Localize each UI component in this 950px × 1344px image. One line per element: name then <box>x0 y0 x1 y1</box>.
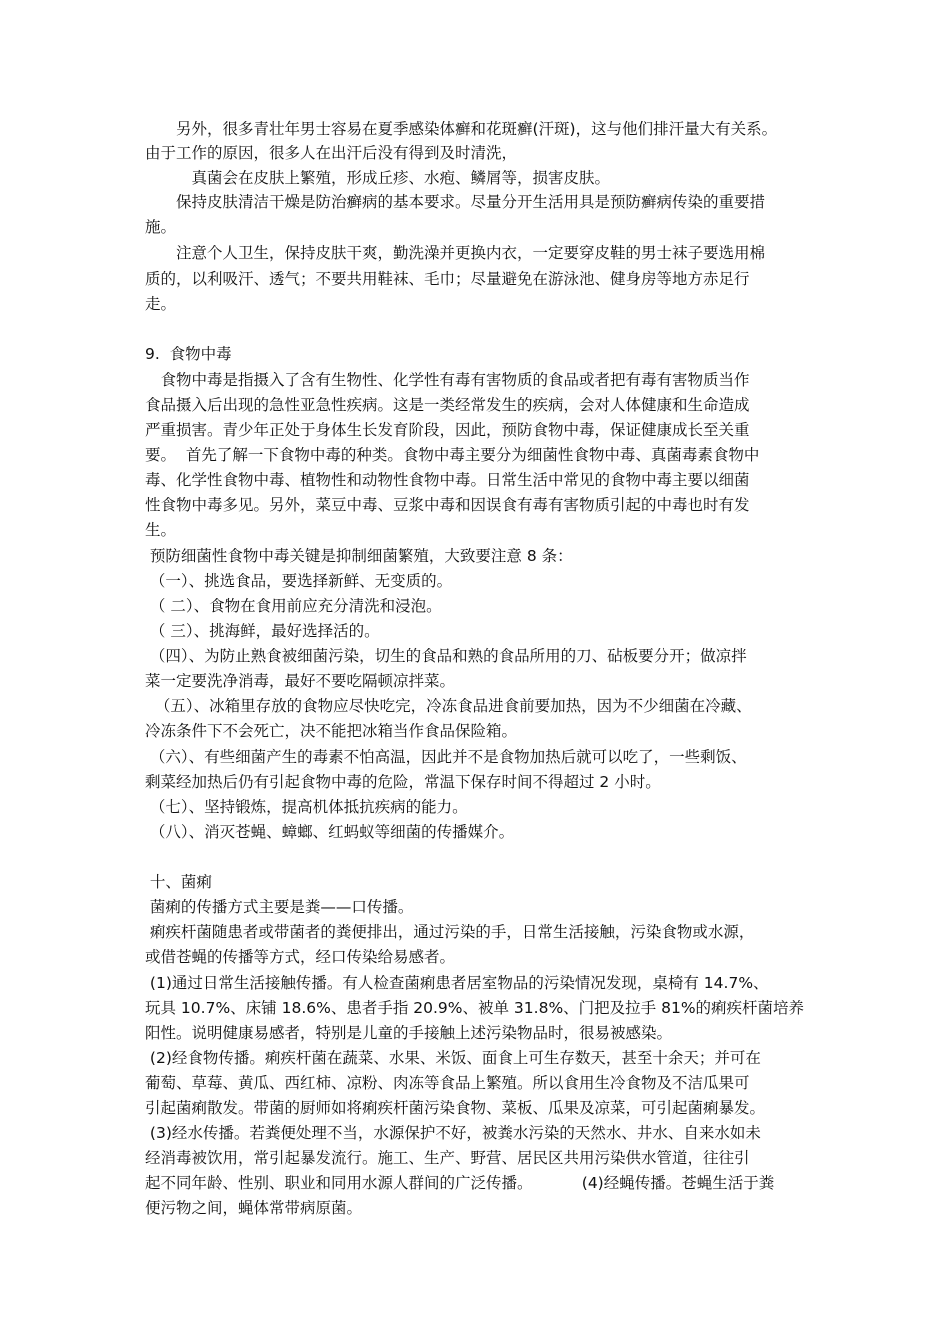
paragraph-line: 阳性。说明健康易感者，特别是儿童的手接触上述污染物品时，很易被感染。 <box>145 1024 673 1042</box>
paragraph-line: 菌痢的传播方式主要是粪——口传播。 <box>145 898 414 916</box>
paragraph-line: 由于工作的原因，很多人在出汗后没有得到及时清洗， <box>145 144 518 162</box>
paragraph-line: 毒、化学性食物中毒、植物性和动物性食物中毒。日常生活中常见的食物中毒主要以细菌 <box>145 471 750 489</box>
list-item: （七）、坚持锻炼，提高机体抵抗疾病的能力。 <box>145 798 468 816</box>
section-heading: 9. 食物中毒 <box>145 345 232 363</box>
paragraph-line: 痢疾杆菌随患者或带菌者的粪便排出，通过污染的手，日常生活接触，污染食物或水源， <box>145 923 755 941</box>
paragraph-line: 保持皮肤清洁干燥是防治癣病的基本要求。尽量分开生活用具是预防癣病传染的重要措 <box>145 193 766 211</box>
paragraph-line: 玩具 10.7%、床铺 18.6%、患者手指 20.9%、被单 31.8%、门把及拉手 81%的痢疾杆菌培养 <box>145 999 805 1017</box>
paragraph-line: 性食物中毒多见。另外，菜豆中毒、豆浆中毒和因误食有毒有害物质引起的中毒也时有发 <box>145 496 750 514</box>
list-item: （一）、挑选食品，要选择新鲜、无变质的。 <box>145 572 453 590</box>
paragraph-line: 食品摄入后出现的急性亚急性疾病。这是一类经常发生的疾病，会对人体健康和生命造成 <box>145 396 750 414</box>
paragraph-line: (3)经水传播。若粪便处理不当，水源保护不好，被粪水污染的天然水、井水、自来水如未 <box>145 1124 761 1142</box>
paragraph-line: 要。 首先了解一下食物中毒的种类。食物中毒主要分为细菌性食物中毒、真菌毒素食物中 <box>145 446 760 464</box>
list-item: 剩菜经加热后仍有引起食物中毒的危险，常温下保存时间不得超过 2 小时。 <box>145 773 661 791</box>
paragraph-line: 起不同年龄、性别、职业和同用水源人群间的广泛传播。 (4)经蝇传播。苍蝇生活于粪 <box>145 1174 775 1192</box>
paragraph-line: 另外，很多青壮年男士容易在夏季感染体癣和花斑癣(汗斑)，这与他们排汗量大有关系。 <box>145 120 778 138</box>
paragraph-line: 注意个人卫生，保持皮肤干爽，勤洗澡并更换内衣，一定要穿皮鞋的男士袜子要选用棉 <box>145 244 766 262</box>
list-item: （八）、消灭苍蝇、蟑螂、红蚂蚁等细菌的传播媒介。 <box>145 823 515 841</box>
paragraph-line: 真菌会在皮肤上繁殖，形成丘疹、水疱、鳞屑等，损害皮肤。 <box>145 169 611 187</box>
paragraph-line: 生。 <box>145 521 177 539</box>
list-item: 菜一定要洗净消毒，最好不要吃隔顿凉拌菜。 <box>145 672 456 690</box>
list-item: （ 二）、食物在食用前应充分清洗和浸泡。 <box>145 597 442 615</box>
paragraph-line: 或借苍蝇的传播等方式，经口传染给易感者。 <box>145 948 456 966</box>
list-item: （ 三）、挑海鲜，最好选择活的。 <box>145 622 380 640</box>
list-item: （四）、为防止熟食被细菌污染，切生的食品和熟的食品所用的刀、砧板要分开；做凉拌 <box>145 647 747 665</box>
paragraph-line: 便污物之间，蝇体常带病原菌。 <box>145 1199 363 1217</box>
list-item: （五）、冰箱里存放的食物应尽快吃完，冷冻食品进食前要加热，因为不少细菌在冷藏、 <box>145 697 752 715</box>
paragraph-line: 严重损害。青少年正处于身体生长发育阶段，因此，预防食物中毒，保证健康成长至关重 <box>145 421 750 439</box>
list-item: 冷冻条件下不会死亡，决不能把冰箱当作食品保险箱。 <box>145 722 518 740</box>
paragraph-line: 食物中毒是指摄入了含有生物性、化学性有毒有害物质的食品或者把有毒有害物质当作 <box>145 371 750 389</box>
paragraph-line: 预防细菌性食物中毒关键是抑制细菌繁殖，大致要注意 8 条： <box>145 547 573 565</box>
list-item: （六）、有些细菌产生的毒素不怕高温，因此并不是食物加热后就可以吃了，一些剩饭、 <box>145 748 747 766</box>
paragraph-line: 走。 <box>145 295 177 313</box>
paragraph-line: 引起菌痢散发。带菌的厨师如将痢疾杆菌污染食物、菜板、瓜果及凉菜，可引起菌痢暴发。 <box>145 1099 766 1117</box>
paragraph-line: 质的，以利吸汗、透气；不要共用鞋袜、毛巾；尽量避免在游泳池、健身房等地方赤足行 <box>145 270 750 288</box>
paragraph-line: 施。 <box>145 218 177 236</box>
paragraph-line: (1)通过日常生活接触传播。有人检查菌痢患者居室物品的污染情况发现，桌椅有 14.7%、 <box>145 974 769 992</box>
section-heading: 十、菌痢 <box>145 873 212 891</box>
paragraph-line: 经消毒被饮用，常引起暴发流行。施工、生产、野营、居民区共用污染供水管道，往往引 <box>145 1149 750 1167</box>
paragraph-line: (2)经食物传播。痢疾杆菌在蔬菜、水果、米饭、面食上可生存数天，甚至十余天；并可在 <box>145 1049 761 1067</box>
paragraph-line: 葡萄、草莓、黄瓜、西红柿、凉粉、肉冻等食品上繁殖。所以食用生冷食物及不洁瓜果可 <box>145 1074 750 1092</box>
